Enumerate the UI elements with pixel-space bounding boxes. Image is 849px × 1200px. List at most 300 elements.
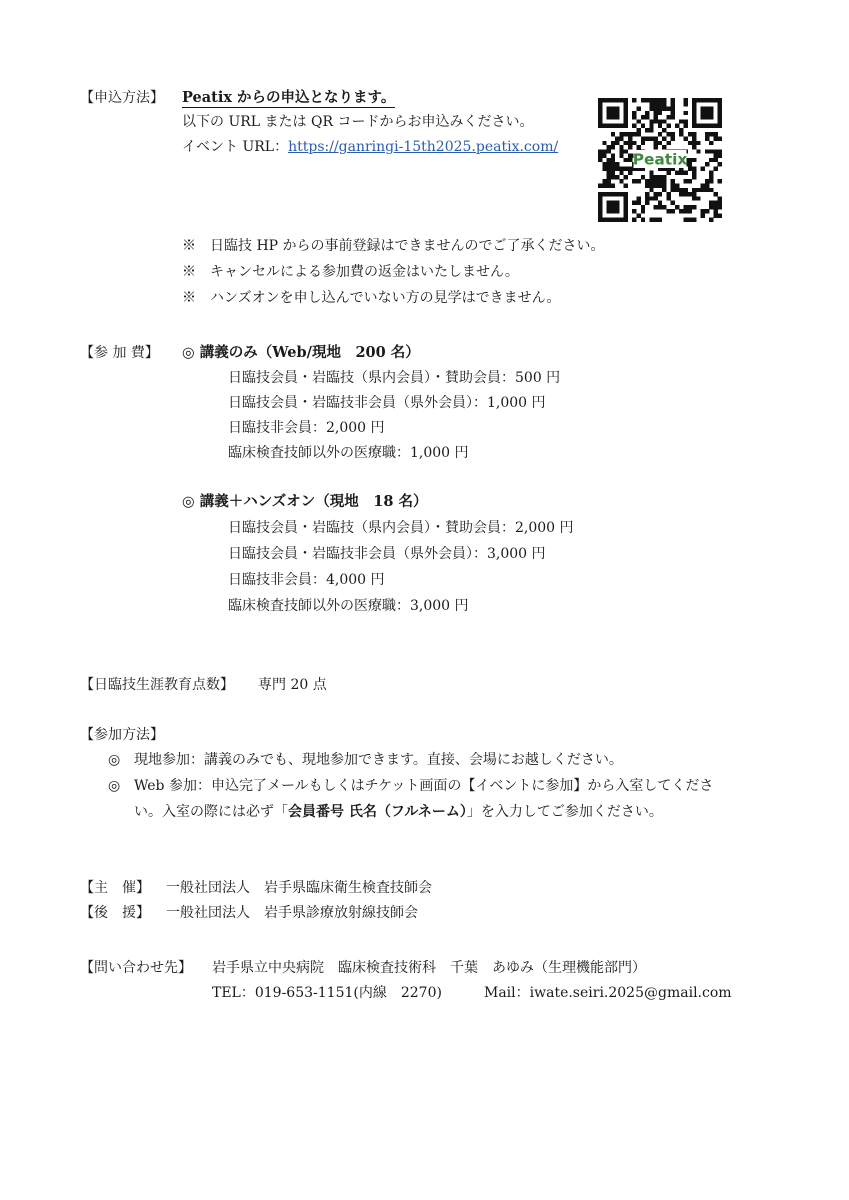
qr-module [607, 145, 611, 149]
fee-lecture-item-1: 日臨技会員・岩臨技（県内会員）・賛助会員：500 円 [228, 370, 561, 386]
qr-module [598, 115, 602, 119]
qr-module [713, 209, 717, 213]
qr-module [636, 213, 640, 217]
qr-module [654, 141, 658, 145]
qr-module [645, 196, 649, 200]
qr-module [649, 128, 653, 132]
qr-module [679, 171, 683, 175]
qr-module [649, 124, 653, 128]
qr-module [615, 192, 619, 196]
qr-module [645, 128, 649, 132]
qr-brand-text: Peatix [632, 150, 688, 169]
qr-module [641, 205, 645, 209]
qr-module [705, 132, 709, 136]
qr-module [675, 171, 679, 175]
qr-module [636, 132, 640, 136]
qr-module [671, 102, 675, 106]
qr-module [615, 98, 619, 102]
qr-module [636, 179, 640, 183]
qr-module [692, 192, 696, 196]
qr-module [718, 149, 722, 153]
event-url-link[interactable]: https://ganringi-15th2025.peatix.com/ [288, 139, 559, 155]
qr-module [662, 179, 666, 183]
qr-module [692, 119, 696, 123]
qr-module [692, 218, 696, 222]
qr-module [718, 115, 722, 119]
qr-module [705, 184, 709, 188]
qr-module [641, 115, 645, 119]
qr-module [675, 188, 679, 192]
qr-module [705, 162, 709, 166]
qr-module [688, 162, 692, 166]
qr-module [602, 184, 606, 188]
qr-module [649, 107, 653, 111]
qr-module [624, 132, 628, 136]
qr-module [718, 107, 722, 111]
qr-module [696, 98, 700, 102]
qr-module [718, 119, 722, 123]
qr-module [615, 141, 619, 145]
qr-module [705, 136, 709, 140]
qr-module [619, 149, 623, 153]
web-text-line1: Web 参加：申込完了メールもしくはチケット画面の【イベントに参加】から入室してくださ [134, 778, 714, 794]
qr-module [718, 136, 722, 140]
qr-module [709, 107, 713, 111]
qr-module [688, 209, 692, 213]
qr-module [684, 111, 688, 115]
qr-module [692, 136, 696, 140]
qr-module [671, 132, 675, 136]
qr-module [611, 145, 615, 149]
qr-module [688, 192, 692, 196]
qr-module [671, 98, 675, 102]
qr-module [684, 98, 688, 102]
note-2: ※ キャンセルによる参加費の返金はいたしません。 [182, 264, 519, 280]
qr-module [598, 149, 602, 153]
qr-module [602, 166, 606, 170]
qr-module [705, 115, 709, 119]
contact-tel: TEL：019-653-1151(内線 2270) [212, 985, 442, 1001]
qr-module [607, 115, 611, 119]
qr-module [701, 213, 705, 217]
qr-module [666, 132, 670, 136]
qr-module [713, 192, 717, 196]
qr-module [671, 184, 675, 188]
qr-module [709, 124, 713, 128]
qr-module [671, 107, 675, 111]
qr-module [666, 196, 670, 200]
qr-module [692, 141, 696, 145]
qr-module [709, 149, 713, 153]
qr-module [658, 102, 662, 106]
qr-module [671, 115, 675, 119]
qr-module [679, 209, 683, 213]
qr-module [688, 205, 692, 209]
qr-module [718, 201, 722, 205]
qr-module [696, 149, 700, 153]
qr-module [602, 141, 606, 145]
qr-module [666, 141, 670, 145]
qr-module [662, 102, 666, 106]
qr-module [607, 192, 611, 196]
qr-module [662, 119, 666, 123]
qr-module [619, 145, 623, 149]
qr-module [607, 111, 611, 115]
qr-module [598, 205, 602, 209]
qr-module [615, 136, 619, 140]
contact-label: 【問い合わせ先】 [80, 960, 192, 976]
qr-module [696, 196, 700, 200]
qr-module [701, 184, 705, 188]
qr-module [636, 145, 640, 149]
qr-module [705, 149, 709, 153]
fee-handson-item-1: 日臨技会員・岩臨技（県内会員）・賛助会員：2,000 円 [228, 520, 574, 536]
qr-module [636, 201, 640, 205]
qr-module [684, 119, 688, 123]
qr-module [709, 175, 713, 179]
qr-module [709, 205, 713, 209]
qr-module [713, 213, 717, 217]
qr-module [718, 154, 722, 158]
qr-module [649, 179, 653, 183]
qr-module [632, 115, 636, 119]
qr-module [607, 184, 611, 188]
qr-module [624, 124, 628, 128]
qr-module [619, 192, 623, 196]
qr-module [624, 111, 628, 115]
qr-module [624, 119, 628, 123]
qr-module [598, 218, 602, 222]
qr-module [607, 166, 611, 170]
qr-module [709, 141, 713, 145]
qr-module [654, 107, 658, 111]
qr-module [684, 218, 688, 222]
qr-module [615, 205, 619, 209]
fee-lecture-item-2: 日臨技会員・岩臨技非会員（県外会員）：1,000 円 [228, 395, 546, 411]
qr-module [628, 141, 632, 145]
qr-module [632, 98, 636, 102]
qr-module [628, 132, 632, 136]
qr-module [611, 115, 615, 119]
qr-module [713, 154, 717, 158]
note-3: ※ ハンズオンを申し込んでいない方の見学はできません。 [182, 290, 561, 306]
qr-module [666, 124, 670, 128]
qr-module [624, 205, 628, 209]
qr-module [607, 218, 611, 222]
qr-module [619, 136, 623, 140]
qr-module [619, 98, 623, 102]
support-label: 【後 援】 [80, 905, 150, 921]
qr-module [701, 209, 705, 213]
qr-module [671, 188, 675, 192]
qr-module [645, 184, 649, 188]
qr-module [611, 209, 615, 213]
qr-module [688, 218, 692, 222]
qr-module [654, 102, 658, 106]
qr-module [598, 209, 602, 213]
qr-module [607, 162, 611, 166]
qr-module [713, 98, 717, 102]
qr-module [607, 124, 611, 128]
qr-module [658, 132, 662, 136]
qr-module [692, 98, 696, 102]
qr-module [624, 209, 628, 213]
qr-module [654, 145, 658, 149]
qr-module [692, 158, 696, 162]
qr-module [632, 209, 636, 213]
qr-module [671, 179, 675, 183]
qr-module [662, 188, 666, 192]
qr-module [602, 218, 606, 222]
qr-module [662, 107, 666, 111]
qr-module [718, 162, 722, 166]
fee-handson-item-2: 日臨技会員・岩臨技非会員（県外会員）：3,000 円 [228, 546, 546, 562]
qr-module [636, 119, 640, 123]
qr-module [624, 115, 628, 119]
qr-module [624, 166, 628, 170]
qr-module [654, 115, 658, 119]
qr-module [654, 192, 658, 196]
qr-module [624, 158, 628, 162]
qr-module [611, 175, 615, 179]
qr-module [658, 175, 662, 179]
qr-module [649, 196, 653, 200]
qr-module [645, 201, 649, 205]
qr-module [718, 124, 722, 128]
qr-module [713, 201, 717, 205]
application-title-text: Peatix からの申込となります。 [182, 89, 396, 106]
qr-module [666, 171, 670, 175]
qr-module [666, 107, 670, 111]
qr-module [705, 209, 709, 213]
qr-module [658, 184, 662, 188]
fee-lecture-item-4: 臨床検査技師以外の医療職：1,000 円 [228, 445, 469, 461]
qr-module [658, 124, 662, 128]
qr-module [701, 107, 705, 111]
application-label: 【申込方法】 [80, 90, 164, 106]
qr-module [705, 124, 709, 128]
qr-module [645, 136, 649, 140]
qr-module [701, 188, 705, 192]
qr-module [611, 98, 615, 102]
qr-module [624, 196, 628, 200]
qr-module [671, 111, 675, 115]
qr-module [624, 213, 628, 217]
qr-module [611, 158, 615, 162]
qr-module [705, 98, 709, 102]
qr-module [718, 102, 722, 106]
qr-module [641, 141, 645, 145]
qr-module [684, 102, 688, 106]
qr-module [607, 158, 611, 162]
contact-mail[interactable]: Mail：iwate.seiri.2025@gmail.com [484, 985, 732, 1001]
application-instruction: 以下の URL または QR コードからお申込みください。 [182, 114, 534, 130]
qr-module [615, 107, 619, 111]
qr-module [713, 149, 717, 153]
qr-module [645, 179, 649, 183]
web-text-line2 [134, 802, 663, 822]
qr-module [602, 192, 606, 196]
qr-module [607, 107, 611, 111]
qr-module [636, 128, 640, 132]
qr-module [611, 166, 615, 170]
qr-module [658, 107, 662, 111]
qr-module [611, 154, 615, 158]
qr-module [607, 179, 611, 183]
qr-module [684, 209, 688, 213]
qr-module [641, 124, 645, 128]
qr-module [632, 201, 636, 205]
qr-module [607, 205, 611, 209]
qr-module [718, 205, 722, 209]
qr-module [692, 145, 696, 149]
qr-module [611, 111, 615, 115]
qr-module [684, 136, 688, 140]
qr-module [692, 188, 696, 192]
qr-module [654, 136, 658, 140]
qr-module [611, 124, 615, 128]
qr-module [628, 158, 632, 162]
qr-module [619, 166, 623, 170]
qr-module [684, 188, 688, 192]
method-label: 【参加方法】 [80, 727, 164, 743]
qr-module [709, 132, 713, 136]
application-title [182, 88, 395, 108]
qr-module [649, 98, 653, 102]
fee-handson-title: ◎ 講義＋ハンズオン（現地 18 名） [182, 493, 428, 510]
qr-module [649, 188, 653, 192]
qr-module [636, 196, 640, 200]
qr-module [645, 192, 649, 196]
qr-module [615, 201, 619, 205]
contact-person: 岩手県立中央病院 臨床検査技術科 千葉 あゆみ（生理機能部門） [212, 960, 646, 976]
qr-module [615, 175, 619, 179]
qr-module [662, 184, 666, 188]
qr-module [684, 171, 688, 175]
qr-module [718, 98, 722, 102]
qr-module [615, 111, 619, 115]
qr-module [654, 175, 658, 179]
qr-module [607, 175, 611, 179]
qr-module [598, 184, 602, 188]
qr-module [692, 132, 696, 136]
qr-module [624, 149, 628, 153]
qr-module [632, 141, 636, 145]
web-line2-bold: 会員番号 氏名（フルネーム） [288, 804, 467, 820]
qr-module [709, 201, 713, 205]
qr-module [658, 111, 662, 115]
qr-module [611, 192, 615, 196]
qr-module [718, 179, 722, 183]
qr-module [705, 107, 709, 111]
qr-module [692, 175, 696, 179]
qr-module [688, 179, 692, 183]
qr-module [692, 171, 696, 175]
qr-module [701, 111, 705, 115]
qr-module [662, 205, 666, 209]
qr-module [658, 192, 662, 196]
event-url-label: イベント URL： [182, 139, 289, 155]
qr-module [598, 213, 602, 217]
qr-module [624, 175, 628, 179]
qr-module [649, 218, 653, 222]
qr-module [713, 166, 717, 170]
qr-module [692, 107, 696, 111]
qr-module [679, 128, 683, 132]
qr-module [602, 149, 606, 153]
qr-module [671, 201, 675, 205]
fee-lecture-title: ◎ 講義のみ（Web/現地 200 名） [182, 344, 420, 361]
qr-module [658, 201, 662, 205]
qr-module [709, 158, 713, 162]
qr-module [641, 136, 645, 140]
qr-module [649, 102, 653, 106]
qr-module [654, 111, 658, 115]
qr-module [624, 201, 628, 205]
qr-module [688, 158, 692, 162]
qr-module [632, 179, 636, 183]
qr-module [624, 141, 628, 145]
qr-module [675, 184, 679, 188]
qr-module [611, 205, 615, 209]
qr-module [615, 115, 619, 119]
qr-module [701, 115, 705, 119]
qr-module [692, 196, 696, 200]
qr-module [654, 218, 658, 222]
qr-module [675, 124, 679, 128]
qr-module [598, 154, 602, 158]
qr-module [649, 171, 653, 175]
qr-module [688, 141, 692, 145]
qr-module [645, 98, 649, 102]
qr-module [679, 132, 683, 136]
qr-module [615, 166, 619, 170]
qr-module [692, 102, 696, 106]
qr-module [709, 115, 713, 119]
qr-module [611, 171, 615, 175]
qr-module [615, 209, 619, 213]
peatix-qr-code[interactable] [598, 98, 722, 222]
qr-module [628, 171, 632, 175]
qr-module [615, 124, 619, 128]
qr-module [619, 179, 623, 183]
qr-module [654, 196, 658, 200]
qr-module [602, 179, 606, 183]
qr-module [611, 201, 615, 205]
qr-module [598, 124, 602, 128]
qr-module [658, 119, 662, 123]
qr-module [684, 205, 688, 209]
qr-module [709, 98, 713, 102]
qr-module [705, 179, 709, 183]
qr-module [628, 154, 632, 158]
qr-module [641, 218, 645, 222]
web-line2-pre: い。入室の際には必ず「 [134, 804, 288, 820]
qr-module [688, 166, 692, 170]
qr-module [666, 115, 670, 119]
qr-module [628, 145, 632, 149]
qr-module [679, 192, 683, 196]
qr-module [628, 166, 632, 170]
qr-module [705, 111, 709, 115]
qr-module [624, 102, 628, 106]
qr-module [607, 98, 611, 102]
qr-module [662, 145, 666, 149]
qr-module [636, 107, 640, 111]
qr-module [654, 119, 658, 123]
qr-module [709, 218, 713, 222]
qr-module [619, 132, 623, 136]
